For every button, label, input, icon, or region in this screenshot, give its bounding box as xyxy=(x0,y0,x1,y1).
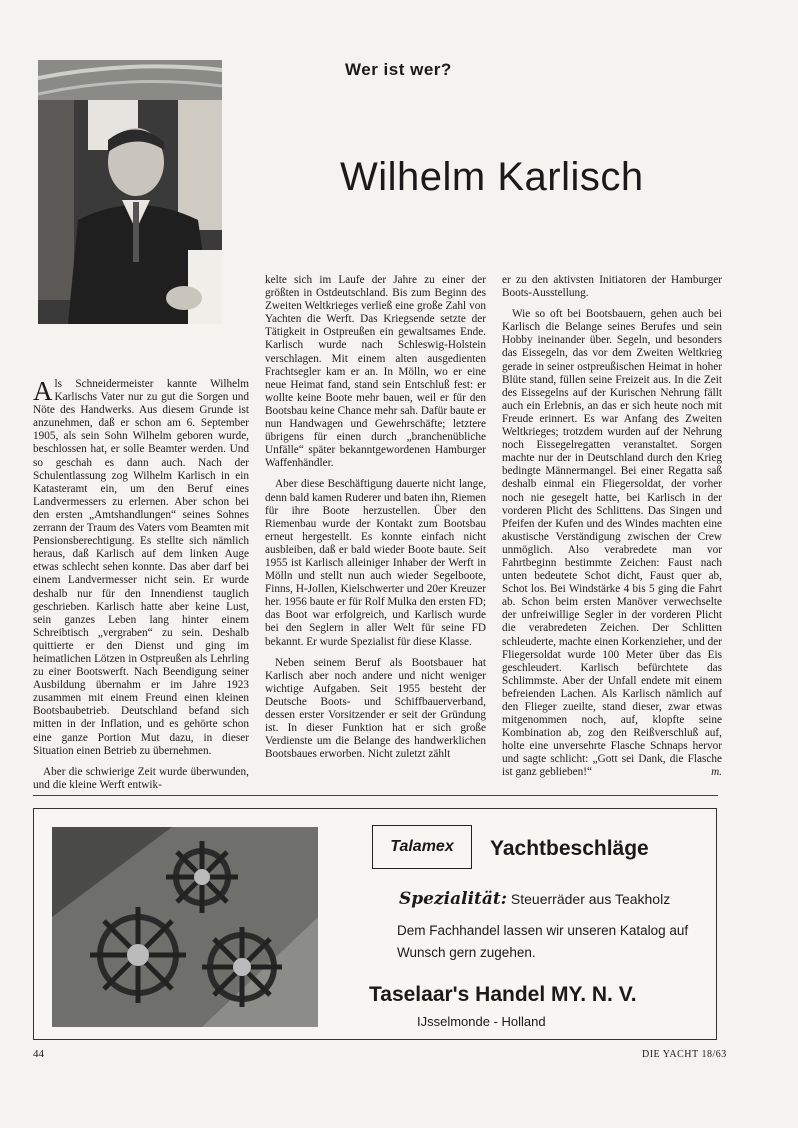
article-column-2 xyxy=(265,274,486,769)
paragraph-text: ls Schneidermeister kannte Wilhelm Karlischs Vater nur zu gut die Sorgen und Nöte des Handwerks. Aus diesem Grunde ist anzunehmen, daß er schon am 6. September 1905, als sein Sohn Wilhelm geboren wurde, beschlossen hat, er solle Beamter werden. Und so geschah es dann auch. Nach der Schulentlassung zog Wilhelm Karlisch in ein Katasteramt ein, um den Beruf eines Landvermessers zu erlernen. Aber schon bei den ersten „Amtshandlungen“ seines Sohnes zerrann der Traum des Vaters vom Beamten mit Pensionsberechtigung. Es stellte sich nämlich heraus, daß Karlisch auf dem linken Auge etwas schlecht sehen konnte. Das aber darf bei einem Landvermesser nicht sein. Er wurde deshalb nur für den Innendienst tauglich geschrieben. Karlisch hatte aber keine Lust, sein ganzes Leben lang hinter einem Schreibtisch „vergraben“ zu sein. Deshalb quittierte er den Dienst und ging im heimatlichen Lötzen in Ostpreußen als Lehrling zu einer Bootswerft. Nach Beendigung seiner Ausbildung übernahm er im Jahre 1923 zusammen mit einem Freund einen kleinen Bootsbaubetrieb. Deutschland befand sich mitten in der Inflation, und es gehörte schon eine ganze Portion Mut dazu, in dieser Situation einen Betrieb zu übernehmen. xyxy=(33,378,249,757)
paragraph: Aber die schwierige Zeit wurde überwunden, und die kleine Werft entwik- xyxy=(33,765,249,791)
specialty-label: Spezialität: xyxy=(399,889,508,909)
drop-cap: A xyxy=(33,376,53,406)
author-signature: m. xyxy=(711,766,722,779)
paragraph xyxy=(502,308,722,779)
steering-wheels-photo xyxy=(52,827,318,1027)
paragraph: Aber diese Beschäftigung dauerte nicht lange, denn bald kamen Ruderer und baten ihn, Riemen für ihre Boote herzustellen. Über den Riemenbau wurde der Kontakt zum Bootsbau erneut hergestellt. Es konnte einfach nicht ausbleiben, daß er bald wieder Boote baute. Seit 1955 ist Karlisch alleiniger Inhaber der Werft in Mölln und stellt nun auch wieder Segelboote, Finns, H-Jollen, Kielschwerter und 20er Kreuzer her. 1956 baute er für Rolf Mulka den ersten FD; das Boot war erfolgreich, und Karlisch wurde bei den Seglern in aller Welt für seine FD bekannt. Er wurde Spezialist für diese Klasse. xyxy=(265,478,486,648)
paragraph: er zu den aktivsten Initiatoren der Hamburger Boots-Ausstellung. xyxy=(502,274,722,300)
paragraph xyxy=(33,378,249,758)
page-number: 44 xyxy=(33,1048,44,1060)
ad-location: IJsselmonde - Holland xyxy=(417,1014,546,1029)
ad-specialty xyxy=(399,889,670,909)
article-column-1 xyxy=(33,378,249,800)
ad-headline: Yachtbeschläge xyxy=(490,837,649,860)
advertisement xyxy=(33,808,717,1040)
article-title: Wilhelm Karlisch xyxy=(340,155,644,199)
section-kicker: Wer ist wer? xyxy=(345,60,452,79)
paragraph-text: Wie so oft bei Bootsbauern, gehen auch bei Karlisch die Belange seines Berufes und sein Hobby ineinander über. Segeln, und besonders das Eissegeln, das vor dem Zweiten Weltkrieg gerade in seiner ostpreußischen Heimat in hoher Blüte stand, füllen seine Freizeit aus. In die Zeit des Eissegelns auf der Kurischen Nehrung fällt auch ein Erlebnis, an das er sich heute noch mit Freude erinnert. Es war Anfang des Zweiten Weltkrieges; trotzdem wurden auf der Nehrung noch Eissegelregatten veranstaltet. Sorgen machte nur der in Deutschland durch den Krieg bedingte Männermangel. Bei einer Regatta saß deshalb einmal ein Fliegersoldat, der vorher noch nie gesegelt hatte, bei Karlisch in der vorderen Plicht des Schlittens. Das Singen und Pfeifen der Kufen und des Windes machten eine akustische Verständigung zwischen der Crew unmöglich. Also verabredete man vor Fahrtbeginn bestimmte Zeichen: Faust nach unten bedeutete Schot dicht, Faust quer ab, Schot los. Bei Windstärke 4 bis 5 ging die Fahrt ab. Schon beim ersten Manöver verwechselte der unfreiwillige Segler in der vorderen Plicht die verabredeten Zeichen. Der Schlitten schleuderte, machte einen Korkenzieher, und der Fliegersoldat wurde 100 Meter über das Eis geschleudert. Karlisch befürchtete das Schlimmste. Aber der Unfall endete mit einem befreienden Lachen. Als Karlisch nämlich auf den Flieger zueilte, stand dieser, zwar etwas mitgenommen noch, auf, klopfte seine Kombination ab, zog den Reißverschluß auf, holte eine unversehrte Flasche Schnaps hervor und sagte schlicht: „Gott sei Dank, die Flasche ist ganz geblieben!“ xyxy=(502,308,722,779)
article-column-3 xyxy=(502,274,722,788)
paragraph: Neben seinem Beruf als Bootsbauer hat Karlisch aber noch andere und nicht weniger wichtige Aufgaben. Seit 1955 besteht der Deutsche Boots- und Schiffbauerverband, dessen erster Vorsitzender er seit der Gründung ist. In dieser Funktion hat er sich große Verdienste um die Belange des handwerklichen Bootsbaues erworben. Nicht zuletzt zählt xyxy=(265,656,486,761)
portrait-photo xyxy=(38,60,222,324)
paragraph: kelte sich im Laufe der Jahre zu einer der größten in Ostdeutschland. Bis zum Beginn des Zweiten Weltkrieges verließ eine große Zahl von Yachten die Werft. Das Kriegsende setzte der Tätigkeit in Ostpreußen ein gewaltsames Ende. Karlisch wurde nach Schleswig-Holstein verschlagen. Mit einem alten ausgedienten Frachtsegler kam er an. In Mölln, wo er eine neue Heimat fand, stand sein Entschluß fest: er wollte keine Boote mehr bauen, weil er für den Bootsbau keine Chance mehr sah. Dafür baute er nun Handwagen und Gewehrschäfte; letztere übrigens für einen durch „branchenübliche Unfälle“ später bekanntgewordenen Hamburger Waffenhändler. xyxy=(265,274,486,470)
magazine-issue: DIE YACHT 18/63 xyxy=(642,1049,727,1060)
divider xyxy=(33,795,718,796)
talamex-logo: Talamex xyxy=(372,825,472,869)
ad-company: Taselaar's Handel MY. N. V. xyxy=(369,983,637,1006)
specialty-text: Steuerräder aus Teakholz xyxy=(507,891,671,907)
ad-body: Dem Fachhandel lassen wir unseren Katalog auf Wunsch gern zugehen. xyxy=(397,923,689,960)
